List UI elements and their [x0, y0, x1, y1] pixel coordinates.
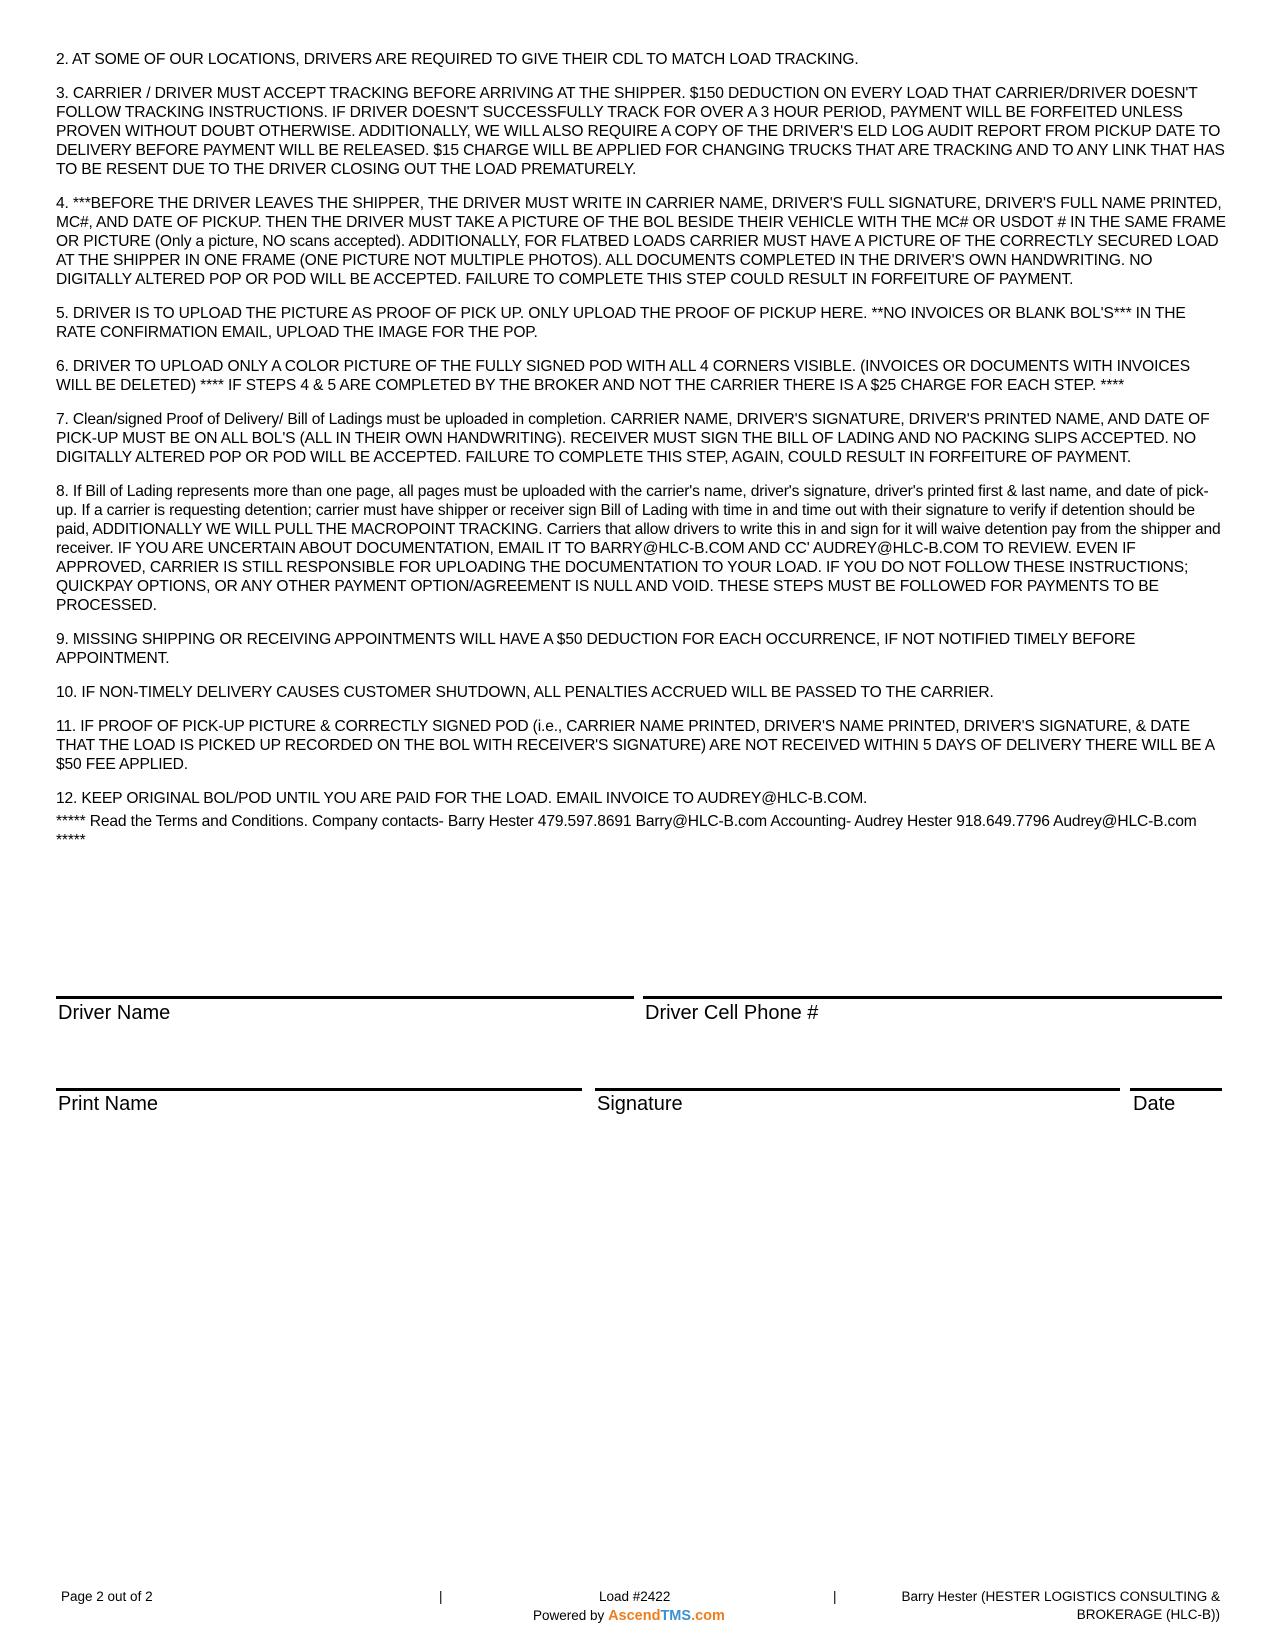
company-info	[901, 1588, 1220, 1624]
term-item: 8. If Bill of Lading represents more than one page, all pages must be uploaded with the carrier's name, driver's signature, driver's printed first & last name, and date of pick-up. If a carrier is requesting detention; carrier must have shipper or receiver sign Bill of Lading with time in and time out with their signature to verify if detention should be paid, ADDITIONALLY WE WILL PULL THE MACROPOINT TRACKING. Carriers that allow drivers to write this in and sign for it will waive detention pay from the shipper and receiver. IF YOU ARE UNCERTAIN ABOUT DOCUMENTATION, EMAIL IT TO BARRY@HLC-B.COM AND CC' AUDREY@HLC-B.COM TO REVIEW. EVEN IF APPROVED, CARRIER IS STILL RESPONSIBLE FOR UPLOADING THE DOCUMENTATION TO YOUR LOAD. IF YOU DO NOT FOLLOW THESE INSTRUCTIONS; QUICKPAY OPTIONS, OR ANY OTHER PAYMENT OPTION/AGREEMENT IS NULL AND VOID. THESE STEPS MUST BE FOLLOWED FOR PAYMENTS TO BE PROCESSED.	[56, 483, 1221, 614]
footer-separator: |	[833, 1589, 837, 1604]
date-label: Date	[1133, 1093, 1176, 1115]
driver-cell-phone-line[interactable]	[643, 996, 1222, 999]
contacts-note: ***** Read the Terms and Conditions. Company contacts- Barry Hester 479.597.8691 Barry@HLC-B.com Accounting- Audrey Hester 918.649.7796 Audrey@HLC-B.com *****	[56, 813, 1197, 849]
powered-by-label: Powered by	[533, 1608, 605, 1623]
term-item: 5. DRIVER IS TO UPLOAD THE PICTURE AS PROOF OF PICK UP. ONLY UPLOAD THE PROOF OF PICKUP HERE. **NO INVOICES OR BLANK BOL'S*** IN THE RATE CONFIRMATION EMAIL, UPLOAD THE IMAGE FOR THE POP.	[56, 305, 1186, 341]
driver-name-label: Driver Name	[58, 1002, 171, 1024]
term-item: 3. CARRIER / DRIVER MUST ACCEPT TRACKING BEFORE ARRIVING AT THE SHIPPER. $150 DEDUCTION ON EVERY LOAD THAT CARRIER/DRIVER DOESN'T FOLLOW TRACKING INSTRUCTIONS. IF DRIVER DOESN'T SUCCESSFULLY TRACK FOR OVER A 3 HOUR PERIOD, PAYMENT WILL BE FORFEITED UNLESS PROVEN WITHOUT DOUBT OTHERWISE. ADDITIONALLY, WE WILL ALSO REQUIRE A COPY OF THE DRIVER'S ELD LOG AUDIT REPORT FROM PICKUP DATE TO DELIVERY BEFORE PAYMENT WILL BE RELEASED. $15 CHARGE WILL BE APPLIED FOR CHANGING TRUCKS THAT ARE TRACKING AND TO ANY LINK THAT HAS TO BE RESENT DUE TO THE DRIVER CLOSING OUT THE LOAD PREMATURELY.	[56, 85, 1225, 178]
company-line-2: BROKERAGE (HLC-B))	[1076, 1607, 1220, 1622]
date-line[interactable]	[1130, 1088, 1222, 1091]
company-line-1: Barry Hester (HESTER LOGISTICS CONSULTING &	[901, 1589, 1220, 1604]
footer-separator: |	[439, 1589, 443, 1604]
print-name-label: Print Name	[58, 1093, 159, 1115]
term-item: 2. AT SOME OF OUR LOCATIONS, DRIVERS ARE REQUIRED TO GIVE THEIR CDL TO MATCH LOAD TRACKING.	[56, 51, 859, 68]
brand-logo-ascend: Ascend	[608, 1608, 661, 1624]
brand-logo-tms: TMS	[660, 1608, 692, 1624]
page-indicator: Page 2 out of 2	[61, 1589, 153, 1604]
term-item: 12. KEEP ORIGINAL BOL/POD UNTIL YOU ARE PAID FOR THE LOAD. EMAIL INVOICE TO AUDREY@HLC-B.COM.	[56, 790, 868, 807]
brand-logo-com: .com	[691, 1608, 725, 1624]
driver-name-line[interactable]	[56, 996, 634, 999]
term-item: 9. MISSING SHIPPING OR RECEIVING APPOINTMENTS WILL HAVE A $50 DEDUCTION FOR EACH OCCURRENCE, IF NOT NOTIFIED TIMELY BEFORE APPOINTMENT.	[56, 631, 1136, 667]
signature-line[interactable]	[595, 1088, 1120, 1091]
powered-by	[533, 1607, 725, 1625]
term-item: 11. IF PROOF OF PICK-UP PICTURE & CORRECTLY SIGNED POD (i.e., CARRIER NAME PRINTED, DRIVER'S NAME PRINTED, DRIVER'S SIGNATURE, & DATE THAT THE LOAD IS PICKED UP RECORDED ON THE BOL WITH RECEIVER'S SIGNATURE) ARE NOT RECEIVED WITHIN 5 DAYS OF DELIVERY THERE WILL BE A $50 FEE APPLIED.	[56, 718, 1215, 773]
terms-and-conditions	[56, 50, 1226, 865]
driver-cell-phone-label: Driver Cell Phone #	[645, 1002, 819, 1024]
term-item: 6. DRIVER TO UPLOAD ONLY A COLOR PICTURE OF THE FULLY SIGNED POD WITH ALL 4 CORNERS VISIBLE. (INVOICES OR DOCUMENTS WITH INVOICES WILL BE DELETED) **** IF STEPS 4 & 5 ARE COMPLETED BY THE BROKER AND NOT THE CARRIER THERE IS A $25 CHARGE FOR EACH STEP. ****	[56, 358, 1190, 394]
signature-label: Signature	[597, 1093, 683, 1115]
print-name-line[interactable]	[56, 1088, 582, 1091]
term-item: 4. ***BEFORE THE DRIVER LEAVES THE SHIPPER, THE DRIVER MUST WRITE IN CARRIER NAME, DRIVER'S FULL SIGNATURE, DRIVER'S FULL NAME PRINTED, MC#, AND DATE OF PICKUP. THEN THE DRIVER MUST TAKE A PICTURE OF THE BOL BESIDE THEIR VEHICLE WITH THE MC# OR USDOT # IN THE SAME FRAME OR PICTURE (Only a picture, NO scans accepted). ADDITIONALLY, FOR FLATBED LOADS CARRIER MUST HAVE A PICTURE OF THE CORRECTLY SECURED LOAD AT THE SHIPPER IN ONE FRAME (ONE PICTURE NOT MULTIPLE PHOTOS). ALL DOCUMENTS COMPLETED IN THE DRIVER'S OWN HANDWRITING. NO DIGITALLY ALTERED POP OR POD WILL BE ACCEPTED. FAILURE TO COMPLETE THIS STEP COULD RESULT IN FORFEITURE OF PAYMENT.	[56, 195, 1226, 288]
term-item: 10. IF NON-TIMELY DELIVERY CAUSES CUSTOMER SHUTDOWN, ALL PENALTIES ACCRUED WILL BE PASSED TO THE CARRIER.	[56, 684, 994, 701]
term-item: 7. Clean/signed Proof of Delivery/ Bill of Ladings must be uploaded in completion. CARRIER NAME, DRIVER'S SIGNATURE, DRIVER'S PRINTED NAME, AND DATE OF PICK-UP MUST BE ON ALL BOL'S (ALL IN THEIR OWN HANDWRITING). RECEIVER MUST SIGN THE BILL OF LADING AND NO PACKING SLIPS ACCEPTED. NO DIGITALLY ALTERED POP OR POD WILL BE ACCEPTED. FAILURE TO COMPLETE THIS STEP, AGAIN, COULD RESULT IN FORFEITURE OF PAYMENT.	[56, 411, 1210, 466]
load-number: Load #2422	[599, 1589, 671, 1604]
